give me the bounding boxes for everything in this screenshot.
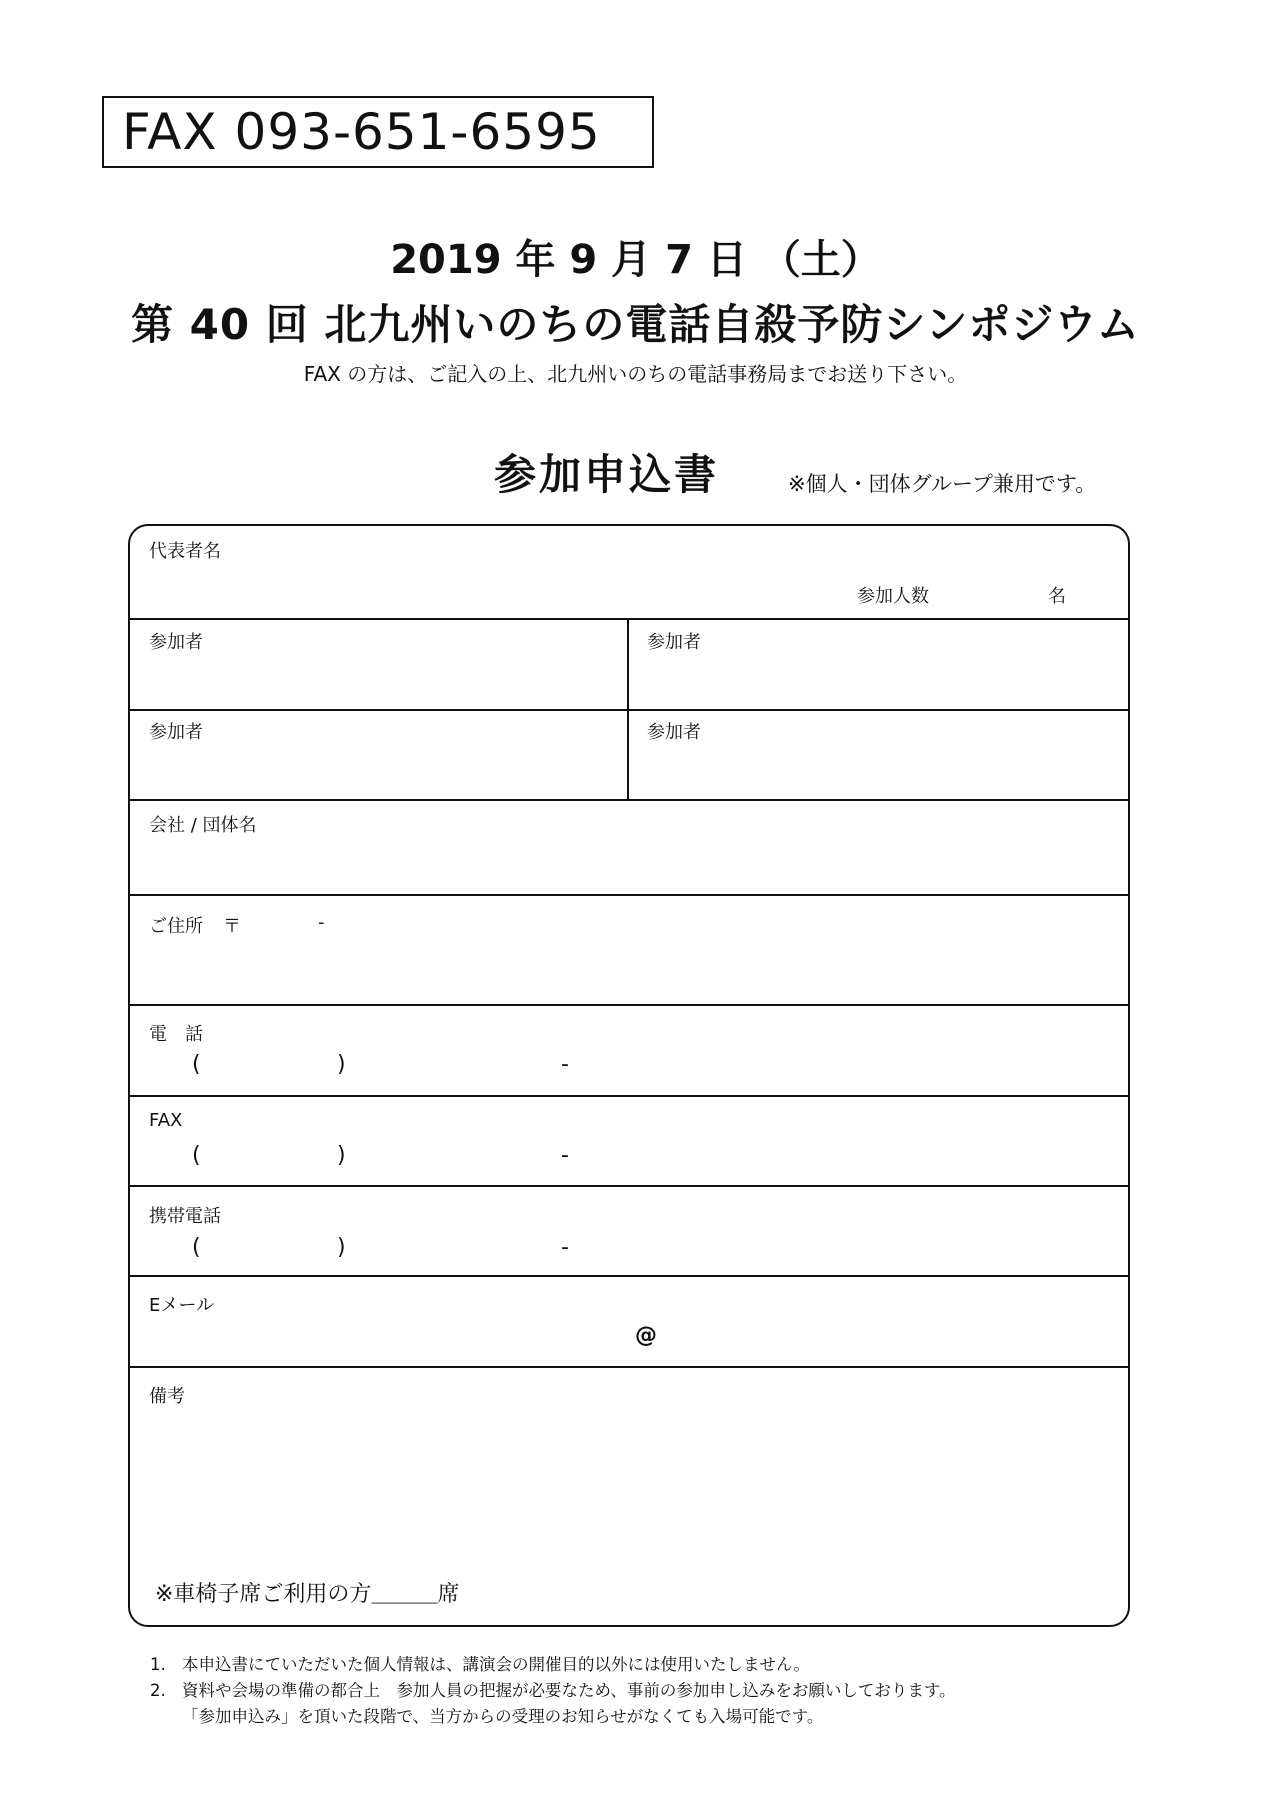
wheelchair-prefix: ※車椅子席ご利用の方 — [155, 1582, 372, 1607]
phone-close-paren: ) — [337, 1052, 346, 1077]
footnote-1 — [150, 1652, 956, 1678]
fax-label: FAX — [149, 1110, 183, 1131]
representative-label: 代表者名 — [149, 541, 221, 562]
phone-open-paren: ( — [192, 1052, 201, 1077]
row-divider — [130, 1185, 1128, 1187]
participant-label-2: 参加者 — [647, 632, 701, 653]
row-divider — [130, 1095, 1128, 1097]
footnote-3 — [150, 1704, 956, 1730]
wheelchair-blank: ＿＿＿ — [371, 1582, 438, 1607]
fax-number-box: FAX 093-651-6595 — [102, 96, 654, 168]
fax-open-paren: ( — [192, 1143, 201, 1168]
mobile-open-paren: ( — [192, 1235, 201, 1260]
fax-close-paren: ) — [337, 1143, 346, 1168]
participant-count-label: 参加人数 — [857, 586, 929, 607]
row-divider — [130, 1275, 1128, 1277]
mobile-label: 携帯電話 — [149, 1206, 221, 1227]
column-divider — [627, 618, 629, 799]
wheelchair-suffix: 席 — [437, 1582, 460, 1607]
footnote-2 — [150, 1678, 956, 1704]
remarks-label: 備考 — [149, 1386, 185, 1407]
application-form — [128, 524, 1130, 1627]
participant-label-1: 参加者 — [149, 632, 203, 653]
row-divider — [130, 709, 1128, 711]
footnote-number: 1. — [150, 1655, 166, 1674]
email-at-mark: @ — [635, 1323, 657, 1348]
postal-dash: - — [318, 912, 325, 933]
fax-instruction: FAX の方は、ご記入の上、北九州いのちの電話事務局までお送り下さい。 — [303, 362, 968, 386]
row-divider — [130, 894, 1128, 896]
postal-mark: 〒 — [223, 916, 241, 937]
row-divider — [130, 1004, 1128, 1006]
phone-label: 電 話 — [149, 1024, 203, 1045]
participant-label-4: 参加者 — [647, 722, 701, 743]
row-divider — [130, 1366, 1128, 1368]
footnote-text: 資料や会場の準備の都合上 参加人員の把握が必要なため、事前の参加申し込みをお願いしております。 — [182, 1681, 956, 1700]
mobile-dash: - — [561, 1235, 569, 1260]
event-title: 第 40 回 北九州いのちの電話自殺予防シンポジウム — [131, 300, 1140, 349]
footnotes — [150, 1652, 956, 1730]
event-date: 2019 年 9 月 7 日 （土） — [390, 237, 881, 283]
form-note: ※個人・団体グループ兼用です。 — [788, 472, 1097, 496]
footnote-number: 2. — [150, 1681, 166, 1700]
row-divider — [130, 799, 1128, 801]
participant-count-unit: 名 — [1048, 586, 1066, 607]
wheelchair-note — [155, 1577, 459, 1608]
footnote-text: 「参加申込み」を頂いた段階で、当方からの受理のお知らせがなくても入場可能です。 — [182, 1707, 824, 1726]
address-label: ご住所 — [149, 916, 203, 937]
row-divider — [130, 618, 1128, 620]
fax-dash: - — [561, 1143, 569, 1168]
phone-dash: - — [561, 1052, 569, 1077]
form-title: 参加申込書 — [494, 450, 720, 499]
footnote-text: 本申込書にていただいた個人情報は、講演会の開催目的以外には使用いたしません。 — [182, 1655, 810, 1674]
email-label: Eメール — [149, 1295, 215, 1316]
company-label: 会社 / 団体名 — [149, 815, 257, 836]
participant-label-3: 参加者 — [149, 722, 203, 743]
mobile-close-paren: ) — [337, 1235, 346, 1260]
